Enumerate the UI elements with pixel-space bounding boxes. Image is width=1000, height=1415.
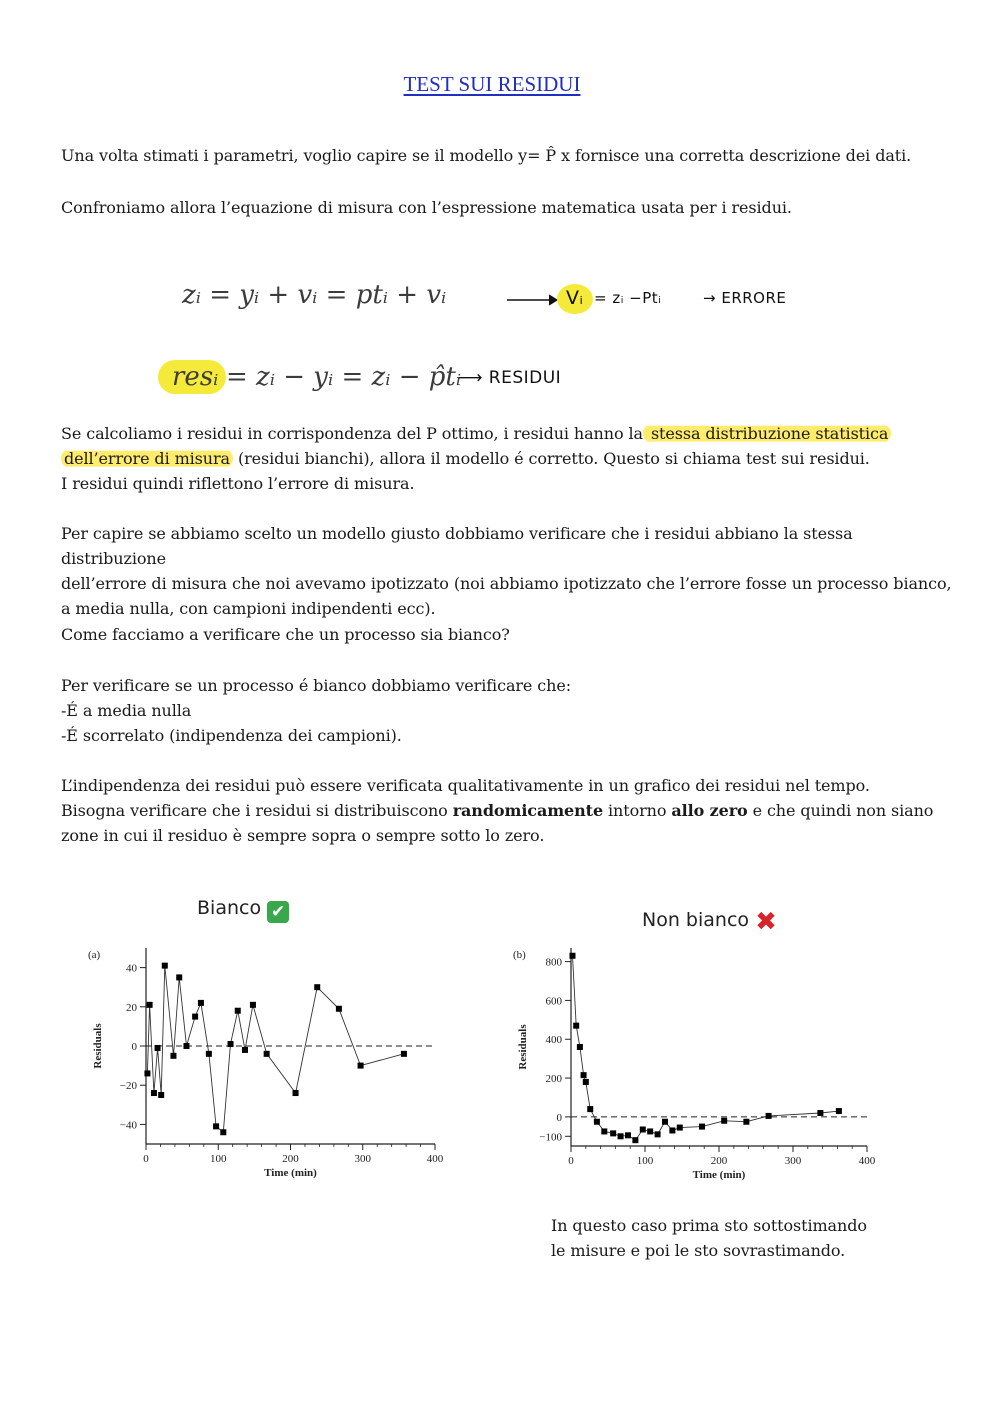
- data-point: [766, 1113, 772, 1119]
- data-point: [176, 974, 182, 980]
- bold-text: randomicamente: [452, 801, 604, 820]
- chart-caption: [551, 1213, 951, 1263]
- data-point: [198, 1000, 204, 1006]
- y-tick-label: −100: [539, 1131, 562, 1144]
- highlighted-text: dell’errore di misura: [61, 449, 233, 468]
- arrow-icon: [505, 290, 565, 308]
- paragraph-residui-bianchi: [61, 421, 961, 496]
- data-point: [601, 1128, 607, 1134]
- data-point: [144, 1070, 150, 1076]
- paragraph-indipendenza: [61, 773, 961, 848]
- measurement-equation: zᵢ = yᵢ + vᵢ = ptᵢ + vᵢ: [182, 280, 447, 310]
- y-tick-label: −40: [119, 1119, 137, 1132]
- data-point: [401, 1051, 407, 1057]
- panel-label: (b): [513, 949, 526, 961]
- para2-line1: Per capire se abbiamo scelto un modello giusto dobbiamo verificare che i residui abbiano la stessa distribuzione: [61, 524, 853, 568]
- para3-line3: -É scorrelato (indipendenza dei campioni).: [61, 726, 402, 745]
- data-point: [192, 1014, 198, 1020]
- y-axis-label: Residuals: [92, 1023, 104, 1069]
- y-tick-label: 40: [126, 962, 137, 975]
- para1-text-a: Se calcoliamo i residui in corrispondenza del P ottimo, i residui hanno la: [61, 424, 643, 443]
- intro-line2: Confroniamo allora l’equazione di misura con l’espressione matematica usata per i residui.: [61, 198, 792, 217]
- chart-title-left: [197, 897, 289, 923]
- data-point: [170, 1053, 176, 1059]
- data-point: [155, 1045, 161, 1051]
- data-point: [147, 1002, 153, 1008]
- data-point: [151, 1090, 157, 1096]
- caption-line2: le misure e poi le sto sovrastimando.: [551, 1241, 846, 1260]
- y-tick-label: 0: [131, 1041, 137, 1053]
- residuals-chart-non-white: [505, 940, 885, 1180]
- x-tick-label: 0: [568, 1155, 574, 1167]
- paragraph-conditions: [61, 673, 961, 748]
- intro-text-a: Una volta stimati i parametri, voglio capire se il modello y=: [61, 146, 541, 165]
- para4-text: intorno: [603, 801, 672, 820]
- data-point: [162, 963, 168, 969]
- data-point: [250, 1002, 256, 1008]
- para3-line1: Per verificare se un processo é bianco dobbiamo verificare che:: [61, 676, 572, 695]
- para1-text-b: (residui bianchi), allora il modello é corretto. Questo si chiama test sui residui.: [232, 449, 870, 468]
- highlighted-text: stessa distribuzione statistica: [643, 424, 891, 443]
- para2-line2: dell’errore di misura che noi avevamo ipotizzato (noi abbiamo ipotizzato che l’errore fosse un processo bianco,: [61, 574, 952, 593]
- x-tick-label: 300: [354, 1153, 371, 1165]
- x-tick-label: 200: [710, 1155, 728, 1167]
- data-point: [655, 1131, 661, 1137]
- para1-text-c: I residui quindi riflettono l’errore di misura.: [61, 474, 415, 493]
- data-point: [669, 1127, 675, 1133]
- y-tick-label: 20: [126, 1001, 137, 1014]
- data-point: [314, 984, 320, 990]
- data-point: [228, 1041, 234, 1047]
- x-tick-label: 0: [143, 1153, 149, 1165]
- chart-title-right-text: Non bianco: [642, 909, 750, 931]
- data-point: [836, 1108, 842, 1114]
- data-point: [569, 953, 575, 959]
- data-point: [662, 1119, 668, 1125]
- data-point: [235, 1008, 241, 1014]
- data-point: [242, 1047, 248, 1053]
- data-point: [632, 1137, 638, 1143]
- data-point: [577, 1044, 583, 1050]
- data-point: [183, 1043, 189, 1049]
- x-tick-label: 200: [282, 1153, 299, 1165]
- intro-text-b: x fornisce una corretta descrizione dei dati.: [561, 146, 912, 165]
- panel-label: (a): [88, 949, 101, 961]
- y-axis-label: Residuals: [517, 1024, 529, 1070]
- page-title: TEST SUI RESIDUI: [403, 72, 581, 96]
- chart-title-left-text: Bianco: [197, 897, 262, 919]
- data-point: [213, 1123, 219, 1129]
- error-variable: Vᵢ: [566, 287, 584, 309]
- p-hat-symbol: P̂: [545, 146, 557, 165]
- data-point: [618, 1133, 624, 1139]
- check-mark-icon: ✔: [267, 901, 289, 923]
- data-point: [625, 1132, 631, 1138]
- y-tick-label: 0: [556, 1111, 562, 1124]
- series-line: [573, 956, 839, 1140]
- paragraph-modello-giusto: [61, 521, 961, 621]
- cross-mark-icon: ✖: [755, 907, 777, 937]
- data-point: [587, 1106, 593, 1112]
- y-tick-label: 800: [545, 956, 562, 969]
- question-line: Come facciamo a verificare che un processo sia bianco?: [61, 625, 510, 644]
- data-point: [264, 1051, 270, 1057]
- residual-equation: = zᵢ − yᵢ = zᵢ − p̂tᵢ: [226, 362, 462, 392]
- x-tick-label: 400: [426, 1153, 444, 1165]
- para3-line2: -É a media nulla: [61, 701, 192, 720]
- residuals-chart-white: [80, 940, 460, 1180]
- data-point: [640, 1127, 646, 1133]
- data-point: [721, 1118, 727, 1124]
- para4-text: Bisogna verificare che i residui si distribuiscono: [61, 801, 453, 820]
- y-tick-label: 400: [545, 1034, 562, 1047]
- y-tick-label: −20: [119, 1080, 137, 1093]
- y-tick-label: 200: [545, 1073, 562, 1086]
- residui-label: ⟶ RESIDUI: [458, 368, 562, 388]
- data-point: [743, 1119, 749, 1125]
- x-axis-label: Time (min): [692, 1169, 746, 1180]
- intro-paragraph: [61, 143, 961, 168]
- bold-text: allo zero: [671, 801, 748, 820]
- chart-title-right: [642, 907, 777, 937]
- error-label: → ERRORE: [703, 289, 787, 307]
- residual-symbol: resᵢ: [172, 362, 219, 392]
- data-point: [699, 1124, 705, 1130]
- x-axis-label: Time (min): [264, 1167, 317, 1179]
- data-point: [581, 1072, 587, 1078]
- data-point: [206, 1051, 212, 1057]
- x-tick-label: 100: [636, 1155, 654, 1167]
- para2-line3: a media nulla, con campioni indipendenti ecc).: [61, 599, 436, 618]
- data-point: [358, 1063, 364, 1069]
- data-point: [677, 1125, 683, 1131]
- y-tick-label: 600: [545, 995, 562, 1008]
- caption-line1: In questo caso prima sto sottostimando: [551, 1216, 867, 1235]
- data-point: [583, 1079, 589, 1085]
- data-point: [817, 1110, 823, 1116]
- data-point: [336, 1006, 342, 1012]
- para4-line1: L’indipendenza dei residui può essere verificata qualitativamente in un grafico dei residui nel tempo.: [61, 776, 870, 795]
- x-tick-label: 400: [858, 1155, 876, 1167]
- error-definition: = zᵢ −Ptᵢ: [594, 289, 662, 307]
- data-point: [647, 1128, 653, 1134]
- x-tick-label: 100: [210, 1153, 227, 1165]
- x-tick-label: 300: [784, 1155, 802, 1167]
- data-point: [610, 1130, 616, 1136]
- data-point: [158, 1092, 164, 1098]
- data-point: [293, 1090, 299, 1096]
- para4-text: e che quindi non siano: [747, 801, 934, 820]
- data-point: [594, 1119, 600, 1125]
- para4-line3: zone in cui il residuo è sempre sopra o sempre sotto lo zero.: [61, 826, 545, 845]
- data-point: [573, 1023, 579, 1029]
- data-point: [220, 1129, 226, 1135]
